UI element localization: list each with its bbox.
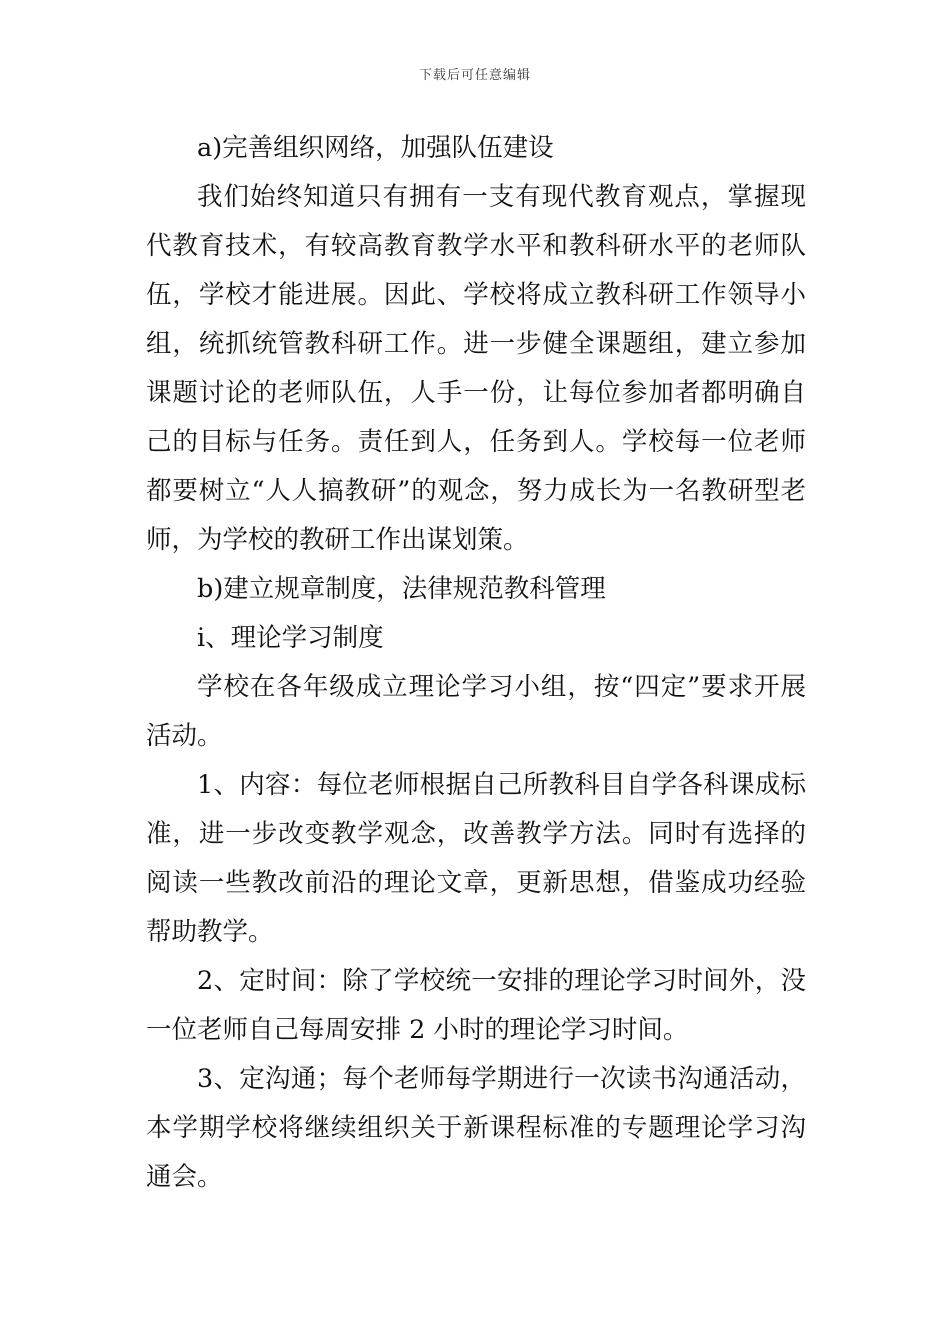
subheading-theory-study: i、理论学习制度	[197, 623, 384, 653]
document-body	[146, 124, 806, 1202]
paragraph-team-building: 我们始终知道只有拥有一支有现代教育观点，掌握现代教育技术，有较高教育教学水平和教科研水平的老师队伍，学校才能进展。因此、学校将成立教科研工作领导小组，统抓统管教科研工作。进一步健全课题组，建立参加课题讨论的老师队伍，人手一份，让每位参加者都明确自己的目标与任务。责任到人，任务到人。学校每一位老师都要树立“人人搞教研”的观念，努力成长为一名教研型老师，为学校的教研工作出谋划策。	[146, 182, 806, 555]
list-item-content: 1、内容：每位老师根据自己所教科目自学各科课成标准，进一步改变教学观念，改善教学方法。同时有选择的阅读一些教改前沿的理论文章，更新思想，借鉴成功经验帮助教学。	[146, 770, 806, 947]
list-item-communication: 3、定沟通；每个老师每学期进行一次读书沟通活动，本学期学校将继续组织关于新课程标准的专题理论学习沟通会。	[146, 1064, 806, 1192]
section-heading-a: a)完善组织网络，加强队伍建设	[197, 133, 554, 163]
paragraph-study-groups: 学校在各年级成立理论学习小组，按“四定”要求开展活动。	[146, 672, 806, 751]
list-item-time: 2、定时间：除了学校统一安排的理论学习时间外，没一位老师自己每周安排 2 小时的理论学习时间。	[146, 966, 806, 1045]
page-header-note: 下载后可任意编辑	[418, 68, 531, 83]
section-heading-b: b)建立规章制度，法律规范教科管理	[197, 574, 606, 604]
